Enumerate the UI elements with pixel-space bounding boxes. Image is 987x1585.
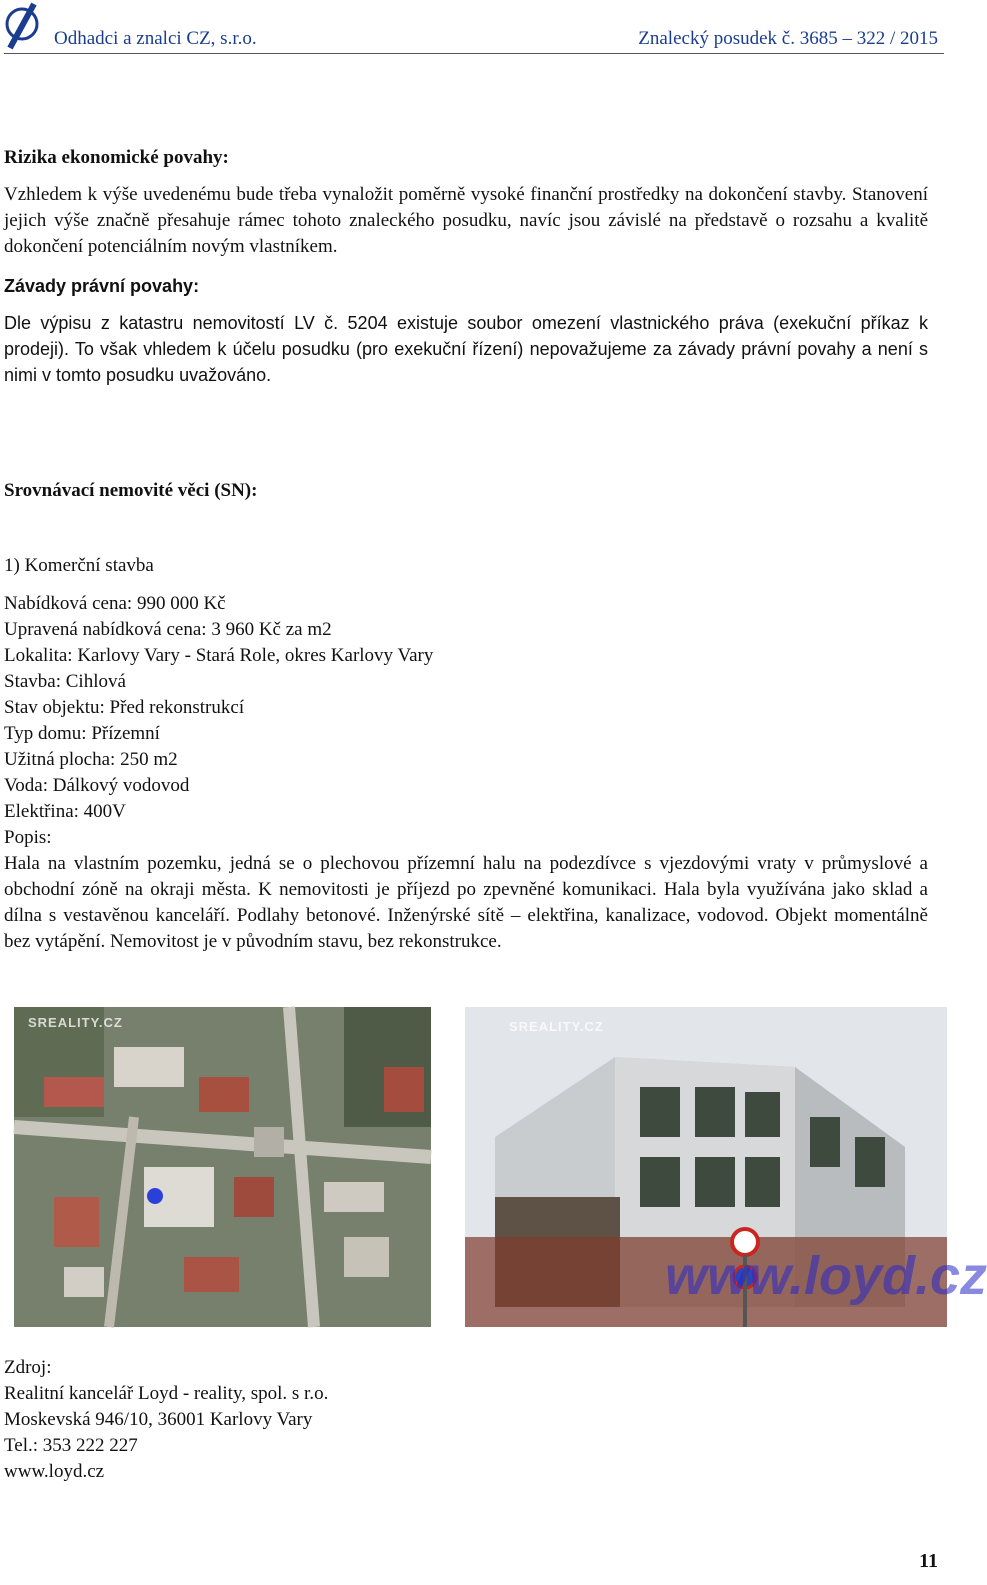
detail-floor-area: Užitná plocha: 250 m2 [4, 749, 178, 770]
risks-heading: Rizika ekonomické povahy: [4, 147, 229, 168]
detail-house-type: Typ domu: Přízemní [4, 723, 160, 744]
building-photo [465, 1007, 987, 1327]
source-label: Zdroj: [4, 1357, 52, 1378]
source-address: Moskevská 946/10, 36001 Karlovy Vary [4, 1409, 313, 1430]
comparables-heading: Srovnávací nemovité věci (SN): [4, 480, 258, 501]
detail-location: Lokalita: Karlovy Vary - Stará Role, okres Karlovy Vary [4, 645, 434, 666]
aerial-map-image [14, 1007, 431, 1327]
loyd-watermark: www.loyd.cz [665, 1246, 987, 1306]
legal-heading: Závady právní povahy: [4, 276, 200, 296]
photo-watermark: SREALITY.CZ [28, 1015, 123, 1030]
detail-description: Hala na vlastním pozemku, jedná se o plechovou přízemní halu na podezdívce s vjezdovými vraty v průmyslové a obchodní zóně na okraji města. K nemovitosti je příjezd po zpevněné komunikaci. Hala byla využívána jako sklad a dílna s vestavěnou kanceláří. Podlahy betonové. Inženýrské sítě – elektřina, kanalizace, vodovod. Objekt momentálně bez vytápění. Nemovitost je v původním stavu, bez rekonstrukce. [4, 853, 928, 952]
source-phone: Tel.: 353 222 227 [4, 1435, 138, 1456]
detail-electricity: Elektřina: 400V [4, 801, 126, 822]
header-divider [4, 53, 944, 54]
detail-water: Voda: Dálkový vodovod [4, 775, 190, 796]
document-reference: Znalecký posudek č. 3685 – 322 / 2015 [638, 28, 938, 49]
detail-description-label: Popis: [4, 827, 52, 848]
photo-watermark: SREALITY.CZ [509, 1019, 604, 1034]
page-header [4, 0, 944, 56]
detail-adjusted-price: Upravená nabídková cena: 3 960 Kč za m2 [4, 619, 332, 640]
detail-condition: Stav objektu: Před rekonstrukcí [4, 697, 245, 718]
company-logo-icon [4, 2, 40, 50]
source-company: Realitní kancelář Loyd - reality, spol. s r.o. [4, 1383, 329, 1404]
detail-construction: Stavba: Cihlová [4, 671, 126, 692]
risks-text: Vzhledem k výše uvedenému bude třeba vynaložit poměrně vysoké finanční prostředky na dokončení stavby. Stanovení jejich výše značně přesahuje rámec tohoto znaleckého posudku, navíc jsou závislé na představě o rozsahu a kvalitě dokončení potenciálním novým vlastníkem. [4, 184, 928, 257]
page-number: 11 [919, 1550, 938, 1572]
legal-text: Dle výpisu z katastru nemovitostí LV č. 5204 existuje soubor omezení vlastnického práva (exekuční příkaz k prodeji). To však vhledem k účelu posudku (pro exekuční řízení) nepovažujeme za závady právní povahy a není s nimi v tomto posudku uvažováno. [4, 313, 928, 385]
aerial-map-photo [14, 1007, 431, 1327]
company-name: Odhadci a znalci CZ, s.r.o. [54, 28, 257, 49]
source-website: www.loyd.cz [4, 1461, 105, 1482]
comparable-item-title: 1) Komerční stavba [4, 555, 154, 576]
detail-price: Nabídková cena: 990 000 Kč [4, 593, 226, 614]
